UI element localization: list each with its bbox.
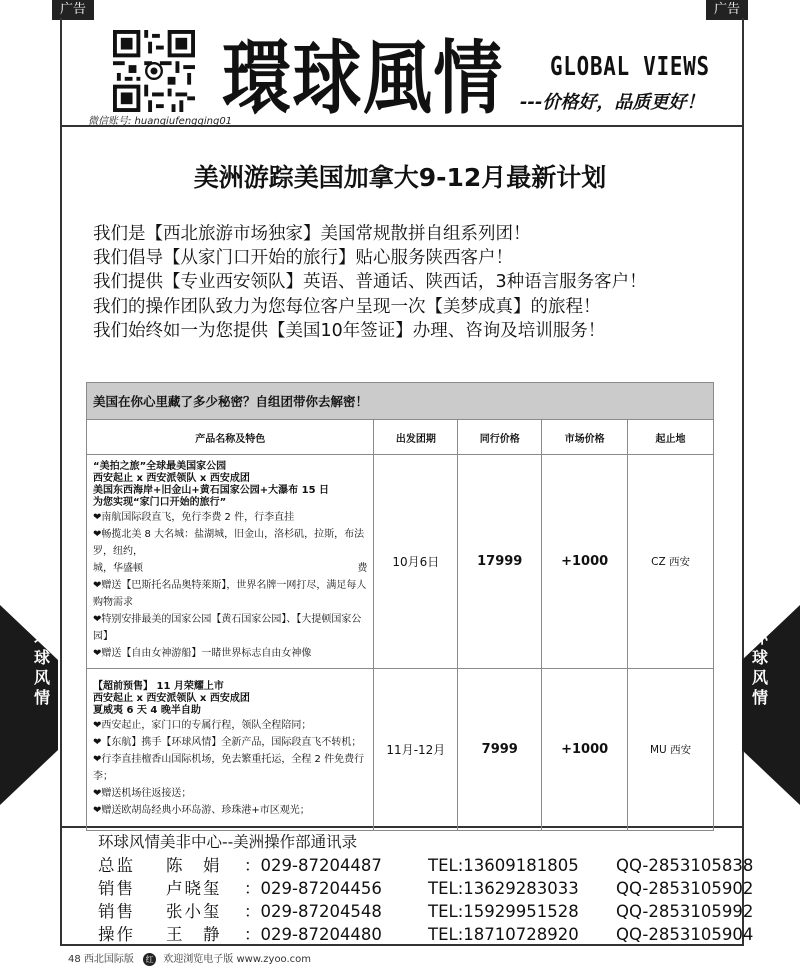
intro-line: 我们的操作团队致力为您每位客户呈现一次【美梦成真】的旅程！ (93, 296, 601, 317)
market-price: +1000 (542, 669, 628, 831)
trade-price: 7999 (458, 669, 542, 831)
contact-row (98, 923, 753, 946)
contacts-heading: 环球风情美非中心--美洲操作部通讯录 (98, 833, 358, 851)
contact-qq: QQ-2853105992 (616, 902, 754, 921)
product-description (87, 455, 374, 669)
contact-name: 陈 娟 (166, 856, 222, 875)
contact-name: 卢晓玺 (166, 879, 222, 898)
page-title: 美洲游踪美国加拿大9-12月最新计划 (193, 163, 607, 192)
product-title-line: “美拍之旅”全球最美国家公园 (93, 461, 227, 472)
ad-tag-right: 广告 (706, 0, 748, 20)
side-char: 情 (33, 688, 50, 707)
contact-tel: TEL:13609181805 (428, 856, 579, 875)
col-header: 市场价格 (542, 420, 628, 455)
col-header: 产品名称及特色 (87, 420, 374, 455)
top-bar (0, 0, 800, 20)
contact-role: 操作 (98, 925, 135, 944)
col-header: 出发团期 (374, 420, 458, 455)
table-header-row (87, 420, 714, 455)
ad-tag-left: 广告 (52, 0, 94, 20)
split-left: 城，华盛顿 (93, 563, 143, 574)
product-bullet: ❤行李直挂檀香山国际机场，免去繁重托运，全程 2 件免费行李； (93, 753, 365, 782)
side-char: 球 (751, 648, 768, 667)
contact-phone: ：029-87204456 (244, 879, 382, 898)
col-header: 起止地 (628, 420, 714, 455)
footer-link-text: 欢迎浏览电子版 www.zyoo.com (163, 954, 312, 965)
product-title-line: 【超前预售】 11 月荣耀上市 (93, 680, 224, 692)
table-row (87, 669, 714, 831)
global-views-label: GLOBAL VIEWS (550, 52, 710, 82)
product-bullet: ❤特别安排最美的国家公园【黄石国家公园】、【大提顿国家公园】 (93, 614, 362, 642)
table-row (87, 455, 714, 669)
product-bullet: ❤【东航】携手【环球风情】全新产品，国际段直飞不转机； (93, 736, 362, 748)
contact-role: 销售 (98, 879, 135, 898)
contact-qq: QQ-2853105904 (616, 925, 754, 944)
contact-role: 总监 (98, 856, 135, 875)
side-char: 风 (751, 668, 768, 687)
product-table (86, 382, 714, 831)
side-char: 情 (751, 688, 768, 707)
contact-qq: QQ-2853105838 (616, 856, 754, 875)
product-title-line: 西安起止 x 西安派领队 x 西安成团 (93, 692, 250, 704)
brand-title: 環球風情 (222, 31, 505, 125)
contact-phone: ：029-87204487 (244, 856, 382, 875)
side-text-right (750, 628, 770, 708)
contact-qq: QQ-2853105902 (616, 879, 754, 898)
departure-destination: CZ 西安 (628, 455, 714, 669)
contact-role: 销售 (98, 902, 135, 921)
page-number: 48 (68, 954, 81, 965)
intro-line: 我们提供【专业西安领队】英语、普通话、陕西话，3种语言服务客户！ (93, 272, 647, 293)
contact-tel: TEL:18710728920 (428, 925, 579, 944)
product-bullet: ❤赠送欧胡岛经典小环岛游、珍珠港+市区观光； (93, 804, 310, 816)
contact-row (98, 900, 753, 923)
product-bullet-split (93, 560, 367, 577)
product-bullet: ❤畅揽北美 8 大名城：盐湖城，旧金山，洛杉矶，拉斯，布法罗，纽约， (93, 529, 365, 557)
product-title-line: 为您实现“家门口开始的旅行” (93, 497, 227, 508)
edition-label: 西北国际版 (83, 954, 134, 965)
product-bullet: ❤赠送【自由女神游船】一睹世界标志自由女神像 (93, 648, 312, 659)
contact-name: 张小玺 (166, 902, 222, 921)
product-bullet: ❤赠送【巴斯托名品奥特莱斯】，世界名牌一网打尽，满足每人购物需求 (93, 580, 367, 608)
contacts-block (98, 830, 753, 946)
slogan: ---价格好，品质更好！ (520, 92, 705, 113)
trade-price: 17999 (458, 455, 542, 669)
intro-line: 我们是【西北旅游市场独家】美国常规散拼自组系列团！ (93, 224, 531, 244)
col-header: 同行价格 (458, 420, 542, 455)
edition-badge-icon: 红 (143, 953, 156, 966)
product-description (87, 669, 374, 831)
page-footer (68, 950, 311, 966)
side-char: 环 (751, 628, 768, 647)
product-bullet: ❤赠送机场往返接送； (93, 787, 192, 799)
contact-phone: ：029-87204548 (244, 902, 382, 921)
contact-row (98, 854, 753, 877)
product-title-line: 夏威夷 6 天 4 晚半自助 (93, 704, 201, 716)
table-banner: 美国在你心里藏了多少秘密？自组团带你去解密！ (87, 383, 714, 420)
product-title-line: 美国东西海岸+旧金山+黄石国家公园+大瀑布 15 日 (93, 485, 330, 496)
intro-line: 我们倡导【从家门口开始的旅行】贴心服务陕西客户！ (93, 248, 513, 269)
contact-name: 王 静 (166, 925, 222, 944)
product-bullet: ❤南航国际段直飞，免行李费 2 件，行李直挂 (93, 512, 295, 523)
contact-tel: TEL:13629283033 (428, 879, 579, 898)
side-char: 球 (33, 648, 50, 667)
split-right: 费 (357, 563, 368, 574)
table-banner-row (87, 383, 714, 420)
intro-line: 我们始终如一为您提供【美国10年签证】办理、咨询及培训服务！ (93, 320, 606, 341)
departure-date: 11月-12月 (374, 669, 458, 831)
contact-phone: ：029-87204480 (244, 925, 382, 944)
departure-destination: MU 西安 (628, 669, 714, 831)
side-text-left (32, 628, 52, 708)
product-bullet: ❤西安起止，家门口的专属行程，领队全程陪同； (93, 719, 312, 731)
contact-tel: TEL:15929951528 (428, 902, 579, 921)
qr-code-icon (113, 30, 195, 112)
departure-date: 10月6日 (374, 455, 458, 669)
contact-row (98, 877, 753, 900)
wechat-account: 微信账号: huanqiufengqing01 (88, 116, 233, 127)
product-title-line: 西安起止 x 西安派领队 x 西安成团 (93, 473, 250, 484)
side-char: 风 (33, 668, 50, 687)
side-char: 环 (33, 628, 50, 647)
intro-block (93, 222, 647, 343)
market-price: +1000 (542, 455, 628, 669)
